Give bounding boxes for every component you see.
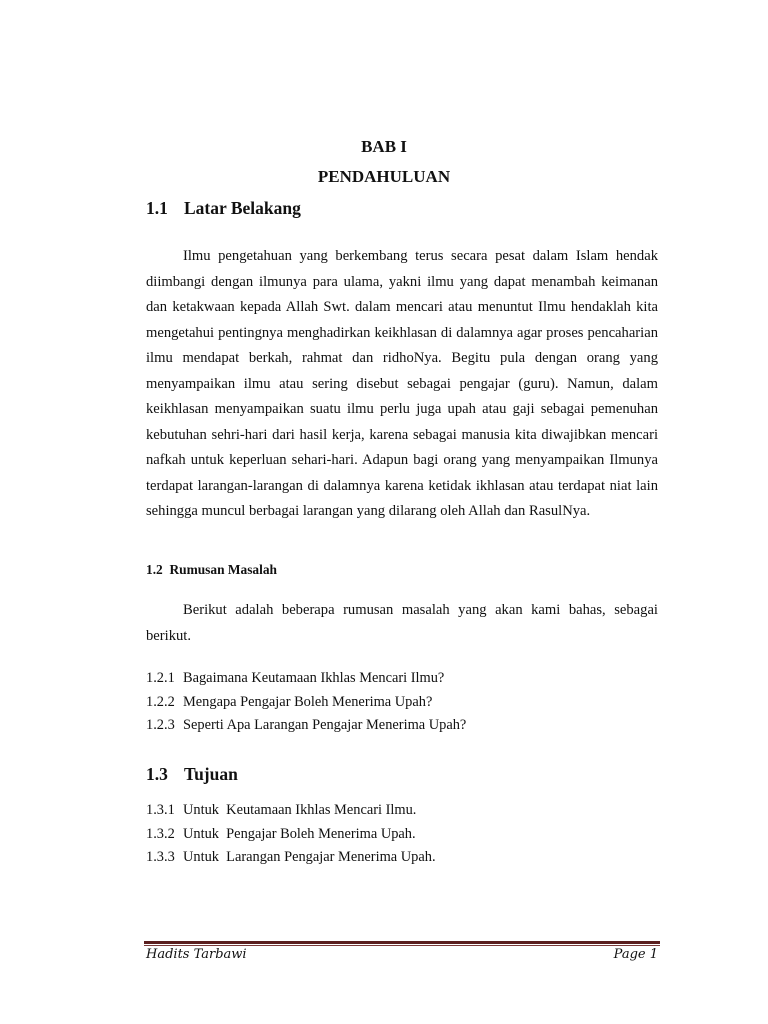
item-text: Untuk Larangan Pengajar Menerima Upah.: [183, 849, 436, 865]
section-title: Latar Belakang: [184, 198, 301, 218]
chapter-title: PENDAHULUAN: [317, 167, 451, 186]
problem-list: [146, 667, 466, 738]
item-number: 1.2.1: [146, 670, 175, 686]
list-item: [146, 799, 436, 823]
section-title: Tujuan: [184, 764, 238, 784]
section-heading-rumusan-masalah: [146, 562, 277, 578]
item-number: 1.3.3: [146, 849, 175, 865]
section-title: Rumusan Masalah: [169, 562, 277, 577]
item-text: Bagaimana Keutamaan Ikhlas Mencari Ilmu?: [183, 670, 445, 686]
background-paragraph: [146, 244, 658, 525]
footer-rule-thick: [144, 941, 660, 944]
list-item: [146, 667, 466, 691]
section-number: 1.2: [146, 562, 163, 577]
section-heading-latar-belakang: [146, 198, 301, 219]
page-number: Page 1: [613, 947, 658, 962]
item-number: 1.3.2: [146, 825, 175, 842]
objective-list: [146, 799, 436, 870]
problem-intro-paragraph: [146, 598, 658, 649]
chapter-label: BAB I: [361, 137, 407, 156]
footer-title: Hadits Tarbawi: [146, 947, 247, 962]
section-heading-tujuan: [146, 764, 238, 785]
paragraph-text: Berikut adalah beberapa rumusan masalah yang akan kami bahas, sebagai berikut.: [146, 602, 658, 644]
section-number: 1.1: [146, 198, 168, 218]
list-item: [146, 714, 466, 738]
item-text: Seperti Apa Larangan Pengajar Menerima Upah?: [183, 717, 467, 733]
item-text: Mengapa Pengajar Boleh Menerima Upah?: [183, 693, 433, 710]
list-item: [146, 823, 436, 847]
footer-rule-thin: [144, 945, 660, 946]
item-number: 1.2.3: [146, 717, 175, 733]
list-item: [146, 846, 436, 870]
paragraph-text: Ilmu pengetahuan yang berkembang terus secara pesat dalam Islam hendak diimbangi dengan ilmunya para ulama, yakni ilmu yang dapat menambah keimanan dan ketakwaan kepada Allah Swt. dalam mencari atau menuntut Ilmu hendaklah kita mengetahui pentingnya menghadirkan keikhlasan di dalamnya agar proses pencaharian ilmu mendapat berkah, rahmat dan ridhoNya. Begitu pula dengan orang yang menyampaikan ilmu atau sering disebut sebagai pengajar (guru). Namun, dalam keikhlasan menyampaikan suatu ilmu perlu juga upah atau gaji sebagai pemenuhan kebutuhan sehri-hari dari hasil kerja, karena sebagai manusia kita diwajibkan mencari nafkah untuk keperluan sehari-hari. Adapun bagi orang yang menyampaikan Ilmunya terdapat larangan-larangan di dalamnya karena ketidak ikhlasan atau terdapat niat lain sehingga muncul berbagai larangan yang dilarang oleh Allah dan RasulNya.: [146, 248, 658, 519]
section-number: 1.3: [146, 764, 168, 784]
item-number: 1.3.1: [146, 802, 175, 818]
item-number: 1.2.2: [146, 693, 175, 710]
item-text: Untuk Pengajar Boleh Menerima Upah.: [183, 825, 416, 842]
item-text: Untuk Keutamaan Ikhlas Mencari Ilmu.: [183, 802, 417, 818]
list-item: [146, 691, 466, 715]
